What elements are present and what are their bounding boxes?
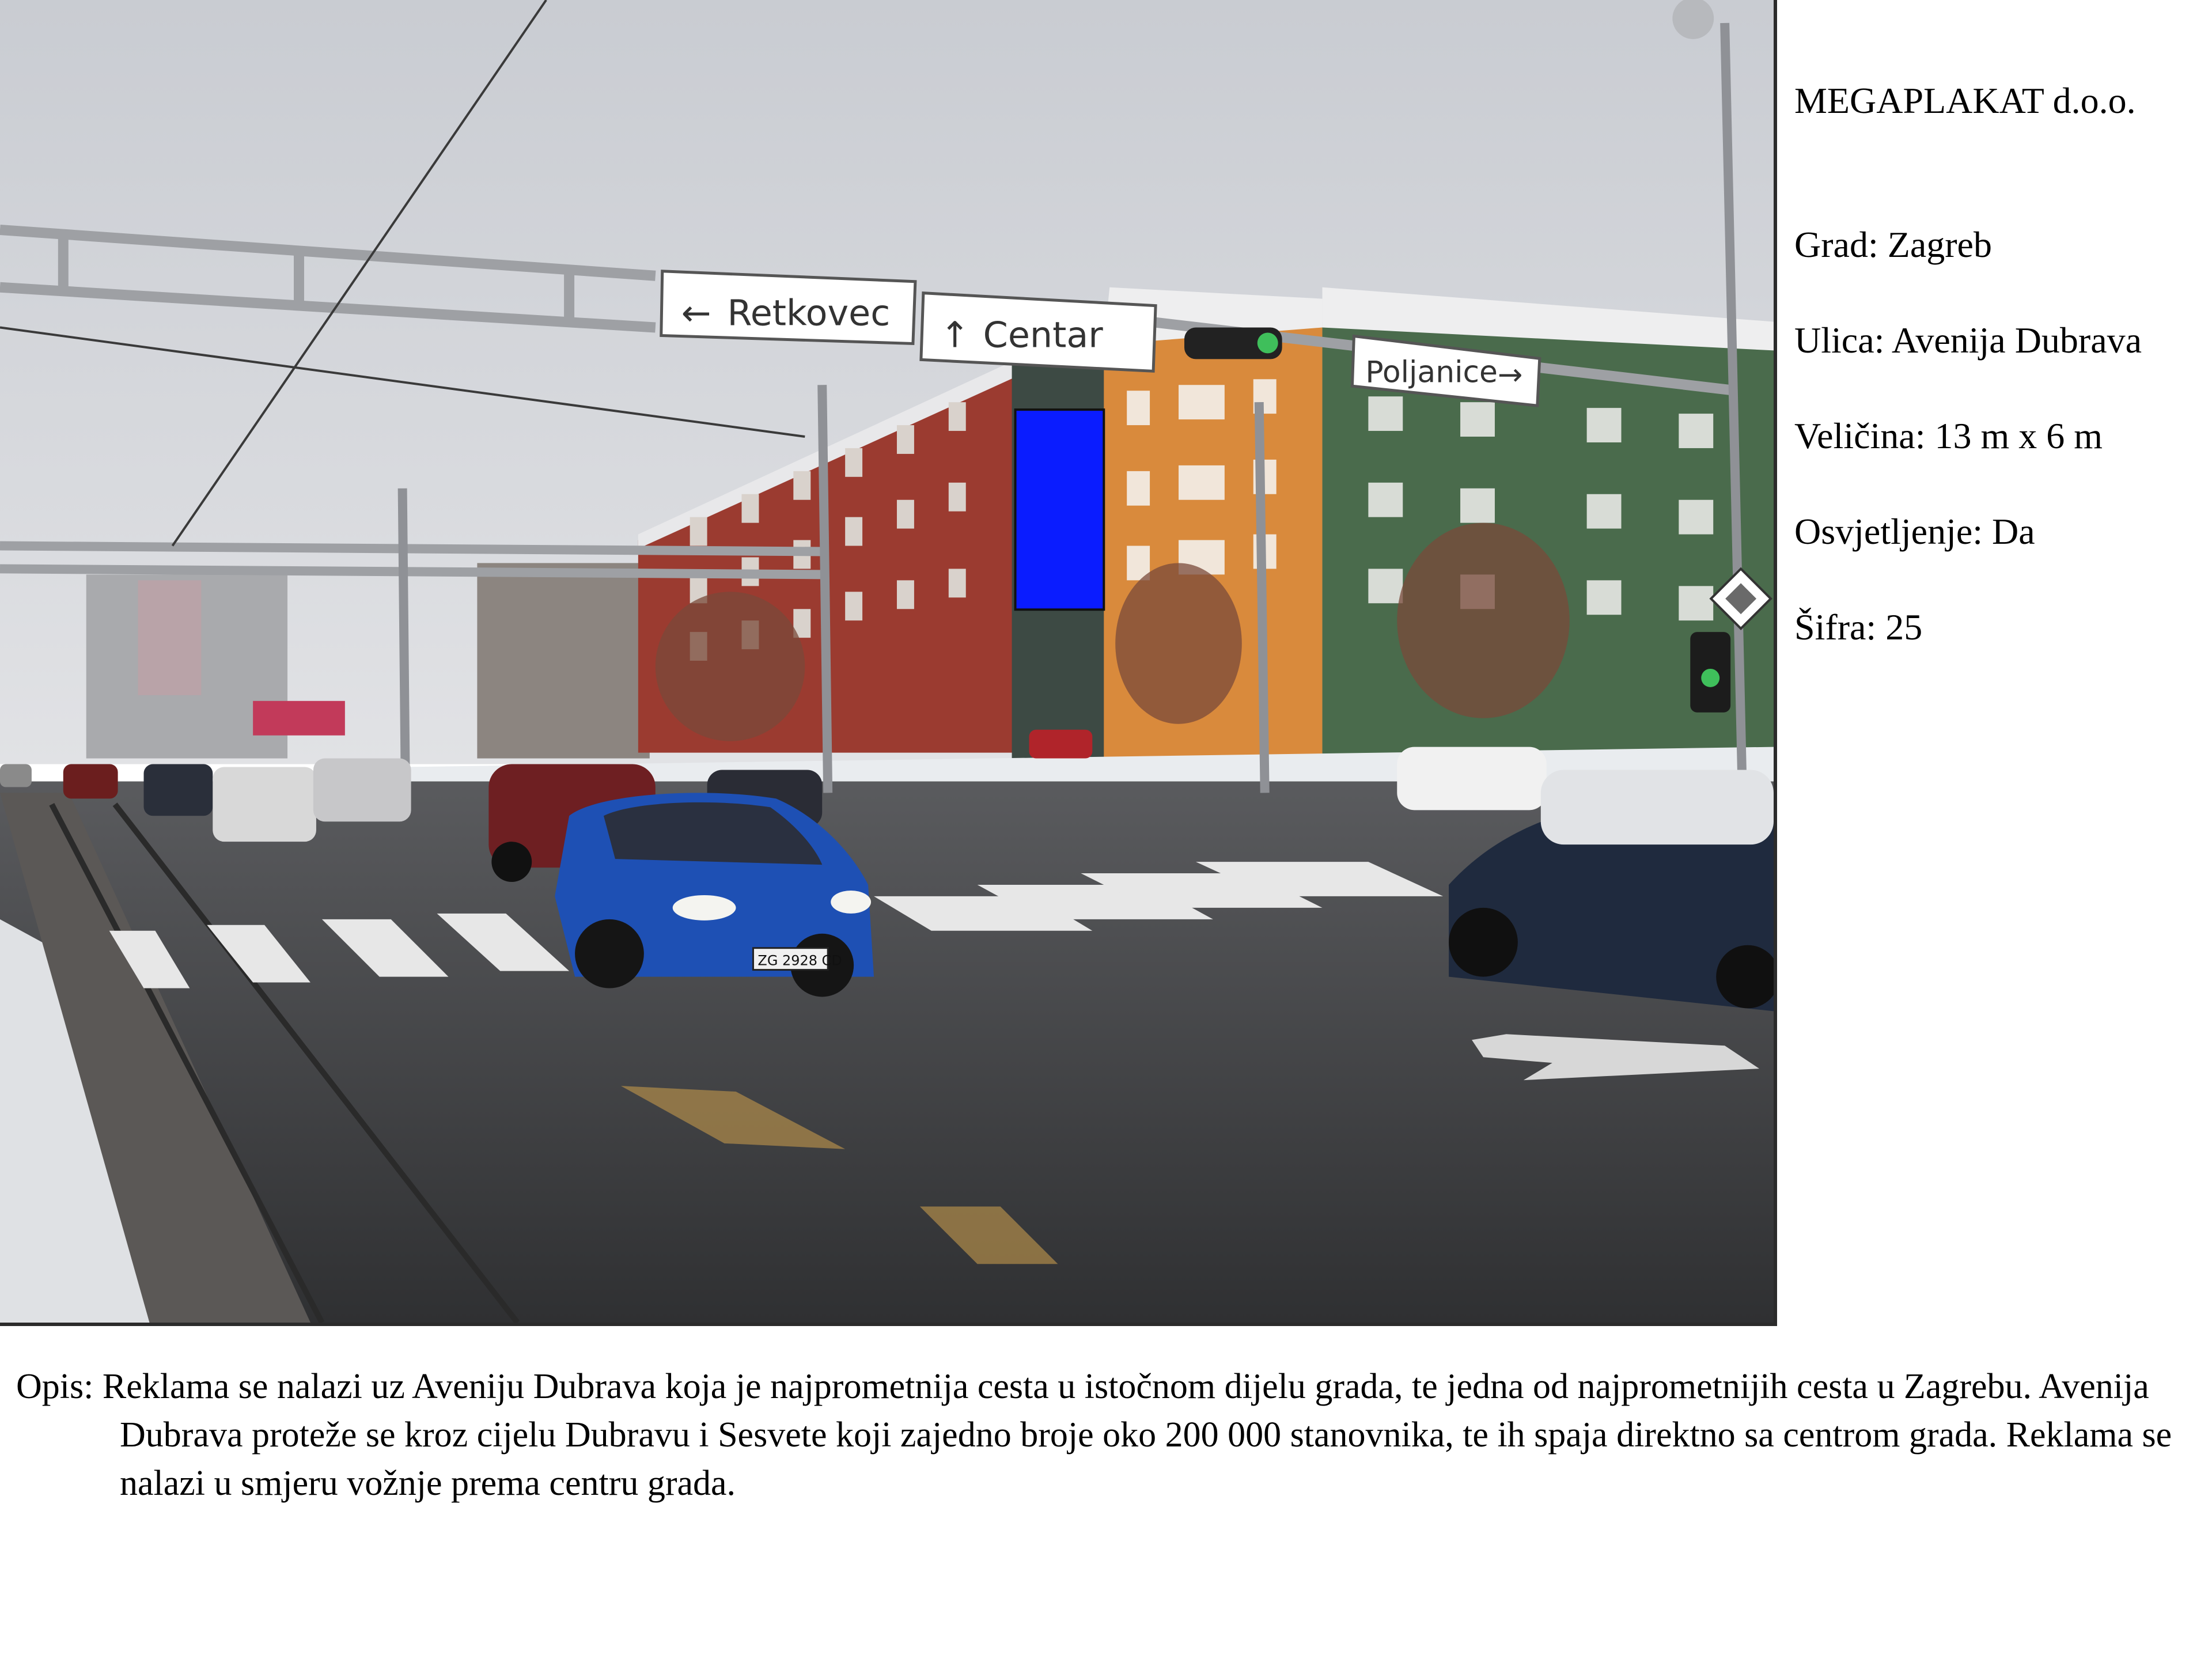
svg-text:←: ← bbox=[681, 292, 711, 334]
code-field: Šifra: 25 bbox=[1794, 607, 1923, 647]
sign-centar bbox=[921, 293, 1156, 372]
sign-poljanice-label: Poljanice bbox=[1365, 355, 1498, 390]
billboard-marker bbox=[1016, 410, 1104, 609]
sign-centar-label: Centar bbox=[983, 314, 1103, 356]
info-panel bbox=[1794, 75, 2198, 697]
city-field: Grad: Zagreb bbox=[1794, 224, 1992, 265]
description bbox=[16, 1362, 2182, 1508]
license-plate: ZG 2928 CD bbox=[757, 952, 842, 969]
svg-text:↑: ↑ bbox=[940, 314, 970, 356]
sign-retkovec bbox=[661, 271, 915, 344]
svg-text:→: → bbox=[1497, 358, 1523, 393]
description-label: Opis: bbox=[16, 1367, 94, 1406]
size-field: Veličina: 13 m x 6 m bbox=[1794, 415, 2103, 456]
description-text: Reklama se nalazi uz Aveniju Dubrava koja je najprometnija cesta u istočnom dijelu grada, te jedna od najprometnijih cesta u Zagrebu. Avenija Dubrava proteže se kroz cijelu Dubravu i Sesvete koji zajedno broje oko 200 000 stanovnika, te ih spaja direktno sa centrom grada. Reklama se nalazi u smjeru vožnje prema centru grada. bbox=[102, 1367, 2172, 1503]
company-name: MEGAPLAKAT d.o.o. bbox=[1794, 80, 2136, 121]
lighting-field: Osvjetljenje: Da bbox=[1794, 511, 2035, 552]
sign-retkovec-label: Retkovec bbox=[727, 292, 891, 334]
street-field: Ulica: Avenija Dubrava bbox=[1794, 320, 2142, 361]
